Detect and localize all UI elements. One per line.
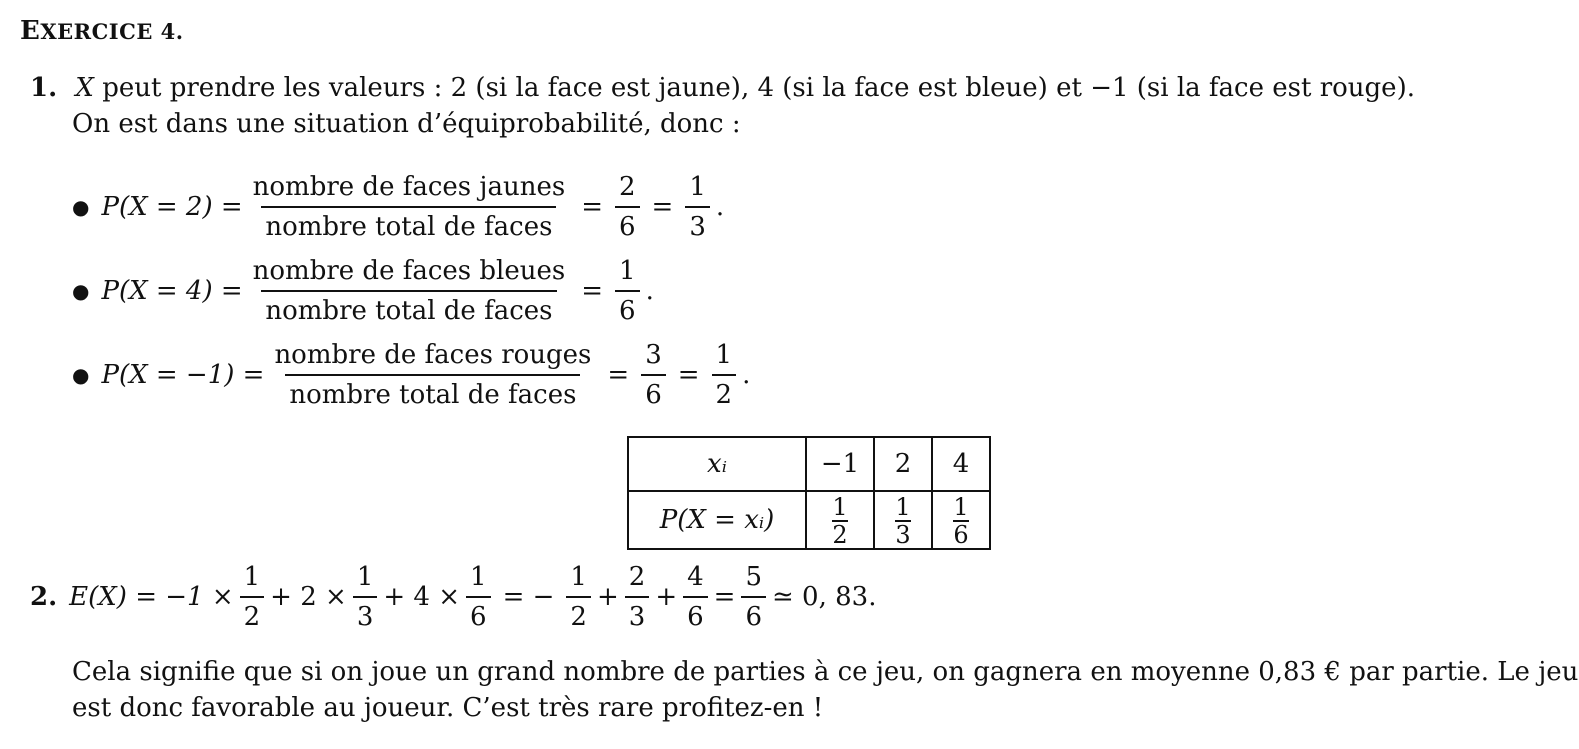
table-cell: $\frac{1}{3}$ xyxy=(874,491,932,549)
bullet-item-1: ● P(X = 2) = $\frac{\text{nombre de faces jaunes}}{\text{nombre total de faces}}$ = $\frac{2}{6}$ = $\frac{1}{3}$ . xyxy=(72,172,725,242)
q2-frac: $\frac{2}{3}$ xyxy=(625,560,650,634)
bullet-icon: ● xyxy=(72,279,90,303)
bullet-item-3: ● P(X = −1) = $\frac{\text{nombre de faces rouges}}{\text{nombre total de faces}}$ = $\frac{3}{6}$ = $\frac{1}{2}$ . xyxy=(72,340,751,410)
bullet-icon: ● xyxy=(72,195,90,219)
q2-frac: $\frac{5}{6}$ xyxy=(741,560,766,634)
q2-result: ≃ 0, 83. xyxy=(772,582,877,612)
q2-frac: $\frac{1}{3}$ xyxy=(353,560,378,634)
table-header-prob: P(X = xᵢ) xyxy=(628,491,806,549)
probability-table xyxy=(627,436,991,550)
table-cell: $\frac{1}{2}$ xyxy=(806,491,874,549)
bullet1-fraction: $\frac{\text{nombre de faces jaunes}}{\text{nombre total de faces}}$ xyxy=(252,172,566,242)
bullet2-lhs: P(X = 4) = xyxy=(101,276,243,306)
bullet3-fraction: $\frac{\text{nombre de faces rouges}}{\text{nombre total de faces}}$ xyxy=(274,340,592,410)
q2-frac: $\frac{4}{6}$ xyxy=(683,560,708,634)
q2-op: + xyxy=(655,582,678,612)
q2-paragraph-line2: est donc favorable au joueur. C’est très rare profitez-en ! xyxy=(72,693,824,723)
q1-variable: X xyxy=(75,73,94,103)
bullet3-frac3: $\frac{1}{2}$ xyxy=(712,338,737,412)
bullet3-lhs: P(X = −1) = xyxy=(101,360,265,390)
q2-frac: $\frac{1}{6}$ xyxy=(466,560,491,634)
bullet1-frac3: $\frac{1}{3}$ xyxy=(685,170,710,244)
bullet1-frac2: $\frac{2}{6}$ xyxy=(615,170,640,244)
table-cell: $\frac{1}{6}$ xyxy=(932,491,990,549)
q2-op: = xyxy=(713,582,736,612)
table-row xyxy=(628,491,990,549)
q1-line1 xyxy=(30,70,1415,106)
table-header-xi: xᵢ xyxy=(628,437,806,491)
bullet-icon: ● xyxy=(72,363,90,387)
table-cell: 4 xyxy=(932,437,990,491)
q2-op: + 2 × xyxy=(270,582,347,612)
title-initial: E xyxy=(20,16,41,46)
q2-lhs: E(X) = −1 × xyxy=(69,582,234,612)
bullet2-frac2: $\frac{1}{6}$ xyxy=(615,254,640,328)
q2-op: + xyxy=(596,582,619,612)
table-cell: −1 xyxy=(806,437,874,491)
q1-line2: On est dans une situation d’équiprobabilité, donc : xyxy=(72,109,741,139)
bullet1-lhs: P(X = 2) = xyxy=(101,192,243,222)
q2-op: = − xyxy=(502,582,555,612)
q2-paragraph-line1: Cela signifie que si on joue un grand nombre de parties à ce jeu, on gagnera en moyenne 0,83 € par partie. Le jeu xyxy=(72,657,1579,687)
q1-number: 1. xyxy=(30,73,58,103)
exercise-title xyxy=(20,16,184,46)
q2-formula xyxy=(30,560,876,634)
table-row xyxy=(628,437,990,491)
table-cell: 2 xyxy=(874,437,932,491)
q2-frac: $\frac{1}{2}$ xyxy=(240,560,265,634)
title-rest: XERCICE 4. xyxy=(40,19,184,44)
q1-text1: peut prendre les valeurs : 2 (si la face est jaune), 4 (si la face est bleue) et −1 (si la face est rouge). xyxy=(93,73,1415,103)
q2-frac: $\frac{1}{2}$ xyxy=(566,560,591,634)
bullet2-fraction: $\frac{\text{nombre de faces bleues}}{\text{nombre total de faces}}$ xyxy=(252,256,566,326)
bullet3-frac2: $\frac{3}{6}$ xyxy=(641,338,666,412)
q2-number: 2. xyxy=(30,582,58,612)
q2-op: + 4 × xyxy=(383,582,461,612)
bullet-item-2: ● P(X = 4) = $\frac{\text{nombre de faces bleues}}{\text{nombre total de faces}}$ = $\frac{1}{6}$ . xyxy=(72,256,654,326)
